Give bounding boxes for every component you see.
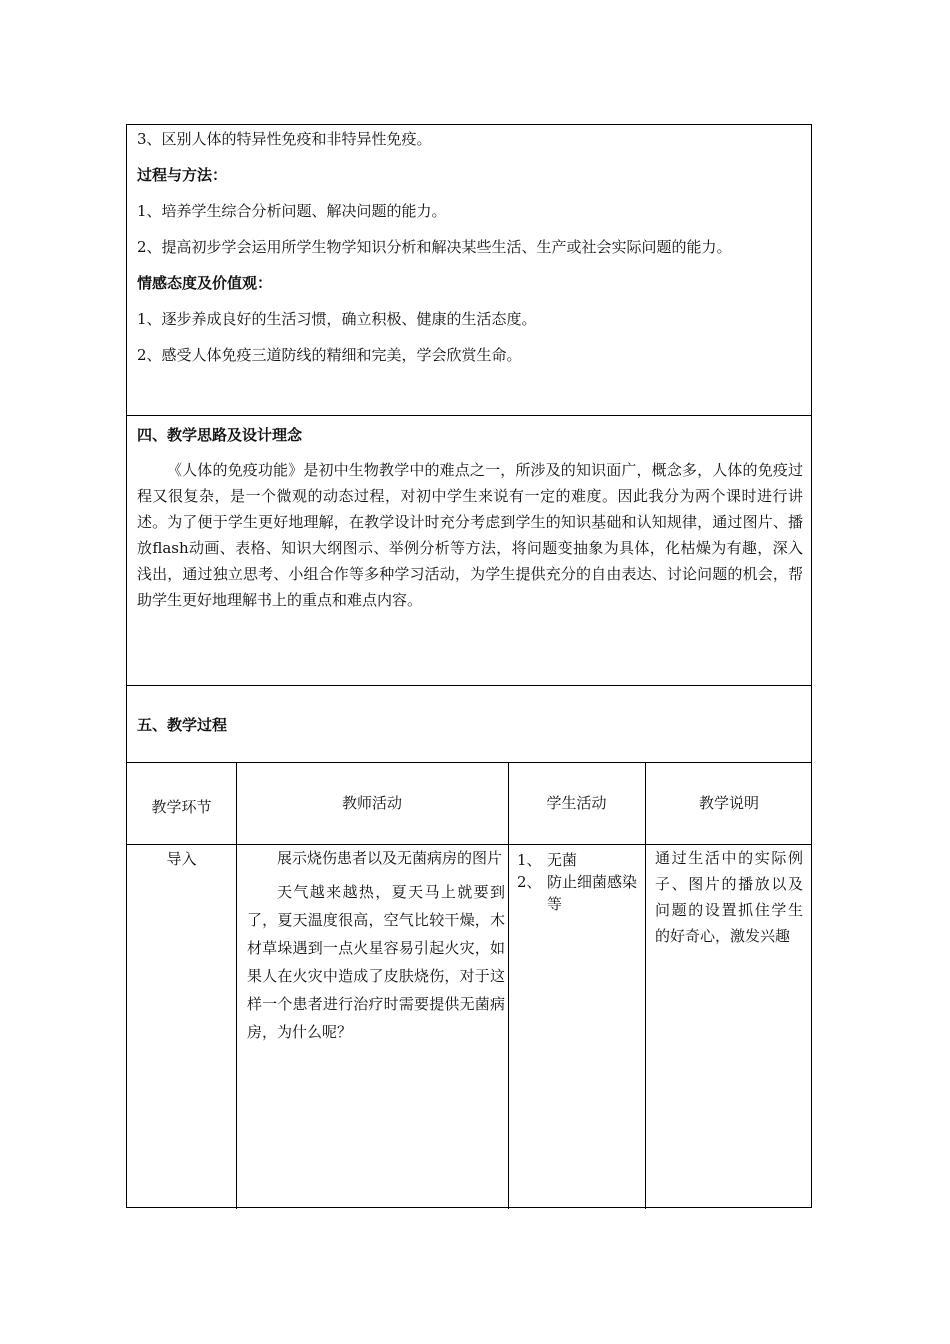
- section5-heading: 五、教学过程: [137, 716, 228, 734]
- process-item-2: 2、提高初步学会运用所学生物学知识分析和解决某些生活、生产或社会实际问题的能力。: [137, 238, 732, 256]
- header-student-activity: 学生活动: [546, 794, 607, 812]
- emotion-item-2: 2、感受人体免疫三道防线的精细和完美，学会欣赏生命。: [137, 346, 522, 364]
- divider: [127, 415, 811, 416]
- column-divider: [508, 762, 509, 1209]
- section4-heading: 四、教学思路及设计理念: [137, 426, 303, 444]
- teacher-paragraph-1: 展示烧伤患者以及无菌病房的图片: [277, 849, 503, 867]
- stage-cell: 导入: [166, 850, 197, 868]
- list-text: 防止细菌感染等: [547, 873, 638, 913]
- list-item: [517, 871, 639, 915]
- section4-paragraph: 《人体的免疫功能》是初中生物教学中的难点之一，所涉及的知识面广，概念多，人体的免疫过程又很复杂，是一个微观的动态过程，对初中学生来说有一定的难度。因此我分为两个课时进行讲述。为了便于学生更好地理解，在教学设计时充分考虑到学生的知识基础和认知规律，通过图片、播放flash动画、表格、知识大纲图示、举例分析等方法，将问题变抽象为具体，化枯燥为有趣，深入浅出，通过独立思考、小组合作等多种学习活动，为学生提供充分的自由表达、讨论问题的机会，帮助学生更好地理解书上的重点和难点内容。: [137, 461, 803, 609]
- divider: [127, 685, 811, 686]
- column-divider: [236, 762, 237, 1209]
- teacher-activity-cell: [247, 844, 505, 1046]
- teaching-note-cell: 通过生活中的实际例子、图片的播放以及问题的设置抓住学生的好奇心，激发兴趣: [655, 849, 803, 945]
- column-divider: [645, 762, 646, 1209]
- process-item-1: 1、培养学生综合分析问题、解决问题的能力。: [137, 202, 447, 220]
- list-number: 1、: [517, 851, 542, 869]
- section4-body: [137, 457, 803, 613]
- header-teaching-note: 教学说明: [698, 794, 759, 812]
- divider: [127, 762, 811, 763]
- header-teacher-activity: 教师活动: [341, 794, 402, 812]
- knowledge-item-3: 3、区别人体的特异性免疫和非特异性免疫。: [137, 130, 432, 148]
- lesson-plan-table: [126, 124, 812, 1208]
- list-text: 无菌: [547, 851, 578, 869]
- student-activity-list: [517, 849, 639, 915]
- emotion-item-1: 1、逐步养成良好的生活习惯，确立积极、健康的生活态度。: [137, 310, 537, 328]
- teacher-paragraph-2: 天气越来越热，夏天马上就要到了，夏天温度很高，空气比较干燥，木材草垛遇到一点火星容易引起火灾，如果人在火灾中造成了皮肤烧伤，对于这样一个患者进行治疗时需要提供无菌病房，为什么呢？: [247, 883, 505, 1041]
- list-number: 2、: [517, 873, 542, 891]
- emotion-heading: 情感态度及价值观：: [137, 274, 273, 292]
- header-stage: 教学环节: [151, 798, 212, 816]
- list-item: [517, 849, 639, 871]
- process-heading: 过程与方法：: [137, 166, 228, 184]
